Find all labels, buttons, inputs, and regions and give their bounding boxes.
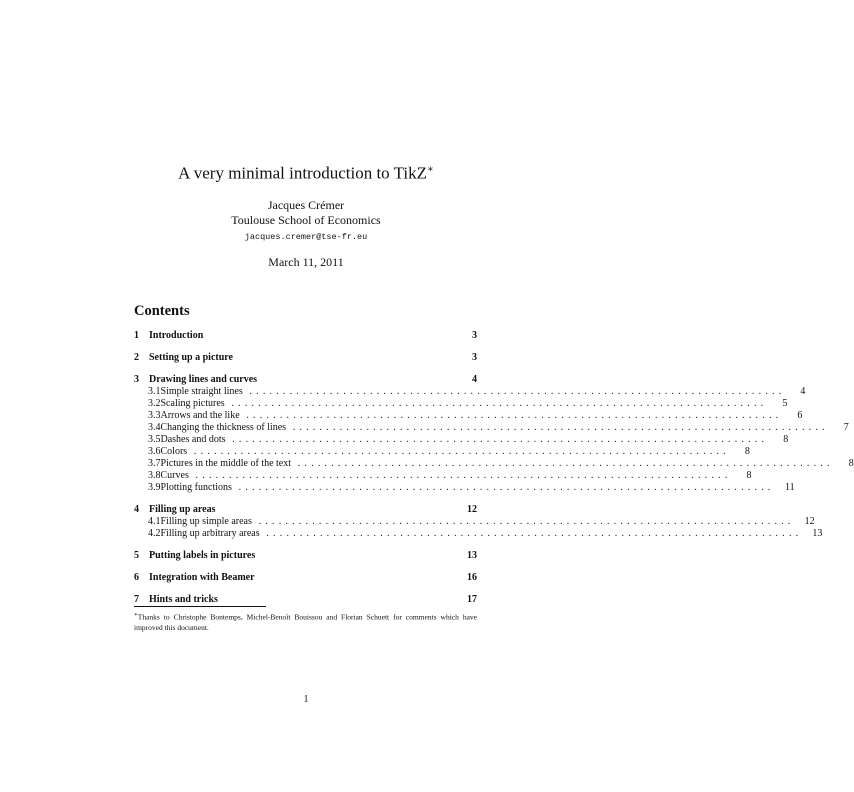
toc-dot-leader: ................................................................................ [259, 528, 803, 539]
toc-section-5[interactable] [134, 550, 477, 562]
toc-subsection-4.1[interactable] [134, 516, 815, 528]
toc-subsection-page: 7 [843, 422, 849, 433]
toc-section-number: 1 [134, 330, 139, 341]
toc-section-title: Filling up areas [149, 504, 216, 515]
toc-subsection-page: 11 [784, 482, 795, 493]
toc-section-number: 5 [134, 550, 139, 561]
toc-section-title: Putting labels in pictures [149, 550, 256, 561]
toc-subsection-3.7[interactable] [134, 458, 854, 470]
toc-section-2[interactable] [134, 352, 477, 364]
page-number: 1 [303, 694, 309, 705]
footnote [134, 606, 477, 633]
author-name: Jacques Crémer [267, 197, 345, 212]
toc-subsection-number: 3.4 [148, 422, 161, 433]
toc-subsection-title: Pictures in the middle of the text [160, 458, 292, 469]
toc-dot-leader: ................................................................................ [286, 422, 829, 433]
toc-subsection-title: Filling up simple areas [160, 516, 252, 527]
toc-subsection-3.8[interactable] [134, 470, 752, 482]
toc-subsection-page: 6 [797, 410, 803, 421]
toc-subsection-title-wrap [161, 422, 829, 434]
toc-section-7[interactable] [134, 594, 477, 606]
title-footnote-mark: ∗ [427, 164, 434, 175]
toc-dot-leader: ................................................................................ [291, 458, 834, 469]
toc-section-page: 4 [472, 374, 477, 385]
toc-subsection-3.2[interactable] [134, 398, 788, 410]
toc-section-4[interactable] [134, 504, 477, 516]
toc-dot-leader: ................................................................................ [187, 446, 730, 457]
toc-dot-leader: ................................................................................ [239, 410, 783, 421]
toc-section-title: Drawing lines and curves [149, 374, 258, 385]
toc-subsection-title-wrap [161, 470, 732, 482]
toc-subsection-page: 12 [804, 516, 815, 527]
toc-section-title: Integration with Beamer [149, 572, 255, 583]
toc-section-title: Introduction [149, 330, 204, 341]
toc-subsection-number: 3.3 [148, 410, 161, 421]
toc-subsection-title: Scaling pictures [160, 398, 225, 409]
toc-subsection-number: 4.1 [148, 516, 161, 527]
toc-subsection-3.9[interactable] [134, 482, 795, 494]
footnote-rule [134, 606, 266, 607]
toc-subsection-3.4[interactable] [134, 422, 849, 434]
toc-subsection-title: Simple straight lines [160, 386, 243, 397]
toc-section-number: 2 [134, 352, 139, 363]
toc-section-page: 13 [467, 550, 477, 561]
toc-subsection-title-wrap [161, 482, 775, 494]
author-email: jacques.cremer@tse-fr.eu [244, 231, 368, 242]
toc-subsection-page: 5 [782, 398, 788, 409]
toc-subsection-title-wrap [161, 446, 730, 458]
footnote-mark: ∗ [134, 612, 138, 618]
toc-subsection-3.1[interactable] [134, 386, 806, 398]
toc-section-title: Setting up a picture [149, 352, 233, 363]
toc-dot-leader: ................................................................................ [231, 482, 775, 493]
toc-subsection-page: 8 [744, 446, 750, 457]
toc-subsection-number: 3.5 [148, 434, 161, 445]
toc-subsection-page: 8 [848, 458, 854, 469]
toc-subsection-4.2[interactable] [134, 528, 823, 540]
toc-subsection-3.3[interactable] [134, 410, 803, 422]
toc-subsection-number: 4.2 [148, 528, 161, 539]
toc-section-number: 7 [134, 594, 139, 605]
toc-section-6[interactable] [134, 572, 477, 584]
toc-subsection-title-wrap [161, 458, 834, 470]
toc-subsection-page: 13 [812, 528, 823, 539]
toc-section-page: 3 [472, 330, 477, 341]
toc-section-number: 4 [134, 504, 139, 515]
footnote-text [134, 610, 477, 633]
title-block [0, 158, 612, 270]
toc-subsection-title-wrap [161, 434, 769, 446]
toc-subsection-3.5[interactable] [134, 434, 789, 446]
toc-subsection-page: 8 [746, 470, 752, 481]
table-of-contents [134, 302, 854, 606]
toc-subsection-title-wrap [161, 410, 783, 422]
toc-subsection-title-wrap [161, 528, 803, 540]
toc-section-page: 3 [472, 352, 477, 363]
toc-subsection-title: Curves [160, 470, 189, 481]
toc-section-page: 17 [467, 594, 477, 605]
toc-dot-leader: ................................................................................ [225, 434, 769, 445]
toc-section-1[interactable] [134, 330, 477, 342]
toc-dot-leader: ................................................................................ [251, 516, 795, 527]
document-title-text: A very minimal introduction to TikZ [178, 163, 428, 183]
toc-subsection-number: 3.9 [148, 482, 161, 493]
toc-dot-leader: ................................................................................ [242, 386, 786, 397]
toc-section-number: 6 [134, 572, 139, 583]
toc-subsection-title: Arrows and the like [160, 410, 240, 421]
toc-dot-leader: ................................................................................ [188, 470, 732, 481]
toc-subsection-title: Filling up arbitrary areas [160, 528, 260, 539]
toc-subsection-number: 3.8 [148, 470, 161, 481]
toc-subsection-number: 3.6 [148, 446, 161, 457]
toc-subsection-page: 4 [800, 386, 806, 397]
toc-section-number: 3 [134, 374, 139, 385]
toc-subsection-title: Colors [160, 446, 188, 457]
toc-subsection-number: 3.2 [148, 398, 161, 409]
toc-section-page: 16 [467, 572, 477, 583]
toc-subsection-title: Plotting functions [160, 482, 232, 493]
toc-list [134, 330, 854, 606]
toc-subsection-title-wrap [161, 386, 786, 398]
footnote-body: Thanks to Christophe Bontemps, Michel-Benoît Bouissou and Florian Schuett for comments which have improved this document. [134, 612, 477, 632]
toc-section-page: 12 [467, 504, 477, 515]
toc-subsection-3.6[interactable] [134, 446, 750, 458]
toc-subsection-number: 3.1 [148, 386, 161, 397]
document-date: March 11, 2011 [268, 254, 344, 269]
toc-subsection-title-wrap [161, 398, 768, 410]
toc-subsection-number: 3.7 [148, 458, 161, 469]
toc-dot-leader: ................................................................................ [224, 398, 768, 409]
document-title [0, 158, 612, 186]
toc-subsection-title-wrap [161, 516, 795, 528]
toc-subsection-page: 8 [783, 434, 789, 445]
toc-subsection-title: Changing the thickness of lines [160, 422, 287, 433]
toc-section-3[interactable] [134, 374, 477, 386]
author-affiliation: Toulouse School of Economics [231, 212, 381, 227]
toc-section-title: Hints and tricks [149, 594, 218, 605]
contents-heading: Contents [134, 303, 190, 319]
toc-subsection-title: Dashes and dots [160, 434, 226, 445]
